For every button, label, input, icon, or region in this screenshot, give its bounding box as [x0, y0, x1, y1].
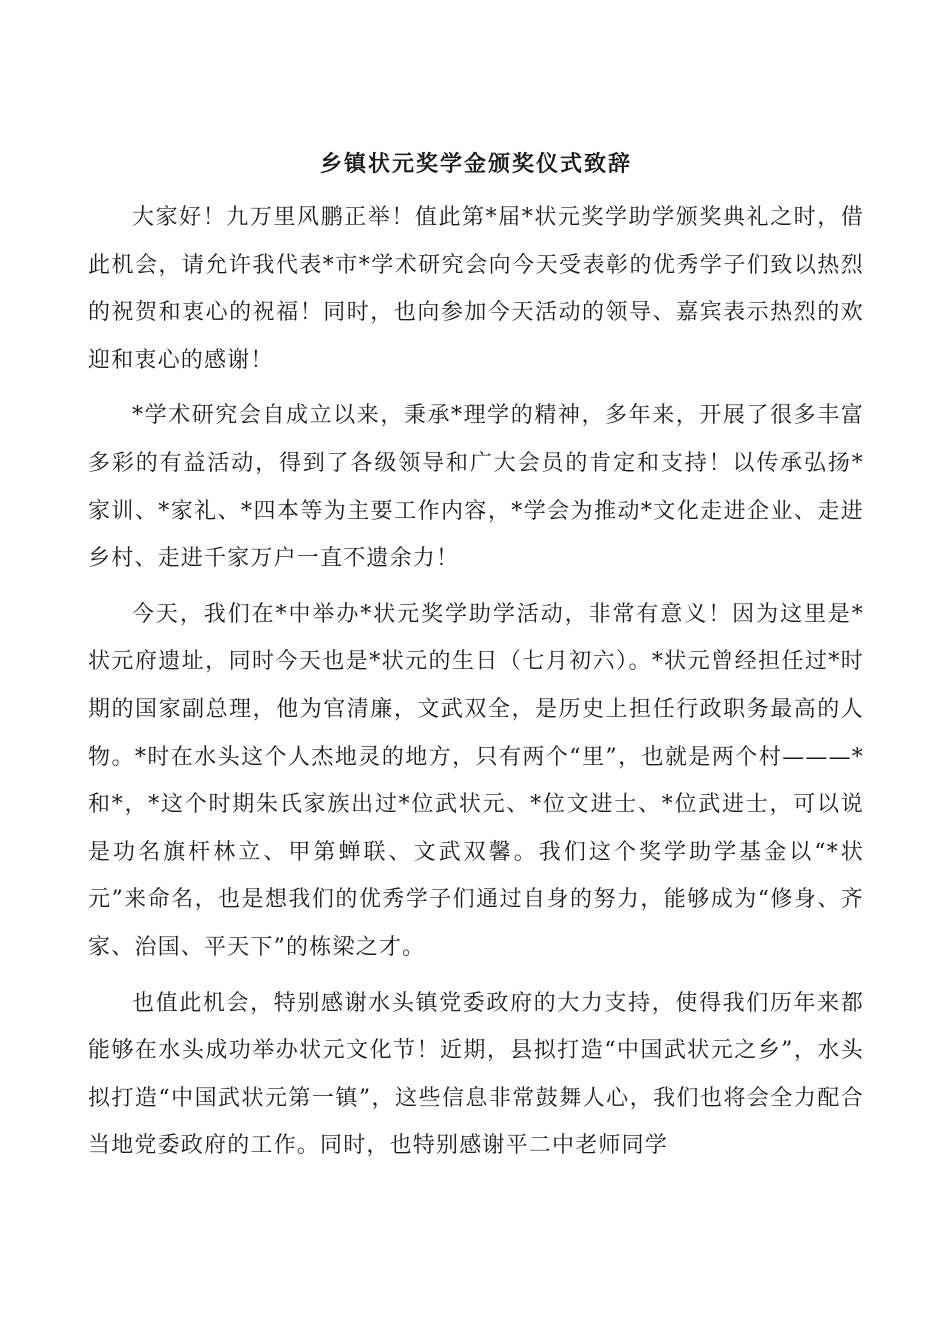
paragraph-society: *学术研究会自成立以来，秉承*理学的精神，多年来，开展了很多丰富多彩的有益活动，得到了各级领导和广大会员的肯定和支持！以传承弘扬*家训、*家礼、*四本等为主要工作内容，*学会为推动*文化走进企业、走进乡村、走进千家万户一直不遗余力！ [88, 403, 864, 572]
paragraph-history: 今天，我们在*中举办*状元奖学助学活动，非常有意义！因为这里是*状元府遗址，同时今天也是*状元的生日（七月初六）。*状元曾经担任过*时期的国家副总理，他为官清廉，文武双全，是历史上担任行政职务最高的人物。*时在水头这个人杰地灵的地方，只有两个“里”，也就是两个村———*和*，*这个时期朱氏家族出过*位武状元、*位文进士、*位武进士，可以说是功名旗杆林立、甲第蝉联、文武双馨。我们这个奖学助学基金以“*状元”来命名，也是想我们的优秀学子们通过自身的努力，能够成为“修身、齐家、治国、平天下”的栋梁之才。 [88, 601, 864, 960]
paragraph-greeting: 大家好！九万里风鹏正举！值此第*届*状元奖学助学颁奖典礼之时，借此机会，请允许我代表*市*学术研究会向今天受表彰的优秀学子们致以热烈的祝贺和衷心的祝福！同时，也向参加今天活动的领导、嘉宾表示热烈的欢迎和衷心的感谢！ [88, 205, 864, 373]
paragraph-thanks: 也值此机会，特别感谢水头镇党委政府的大力支持，使得我们历年来都能够在水头成功举办状元文化节！近期，县拟打造“中国武状元之乡”，水头拟打造“中国武状元第一镇”，这些信息非常鼓舞人心，我们也将会全力配合当地党委政府的工作。同时，也特别感谢平二中老师同学 [88, 990, 864, 1159]
document-page [88, 118, 864, 1178]
document-title: 乡镇状元奖学金颁奖仪式致辞 [319, 151, 632, 177]
